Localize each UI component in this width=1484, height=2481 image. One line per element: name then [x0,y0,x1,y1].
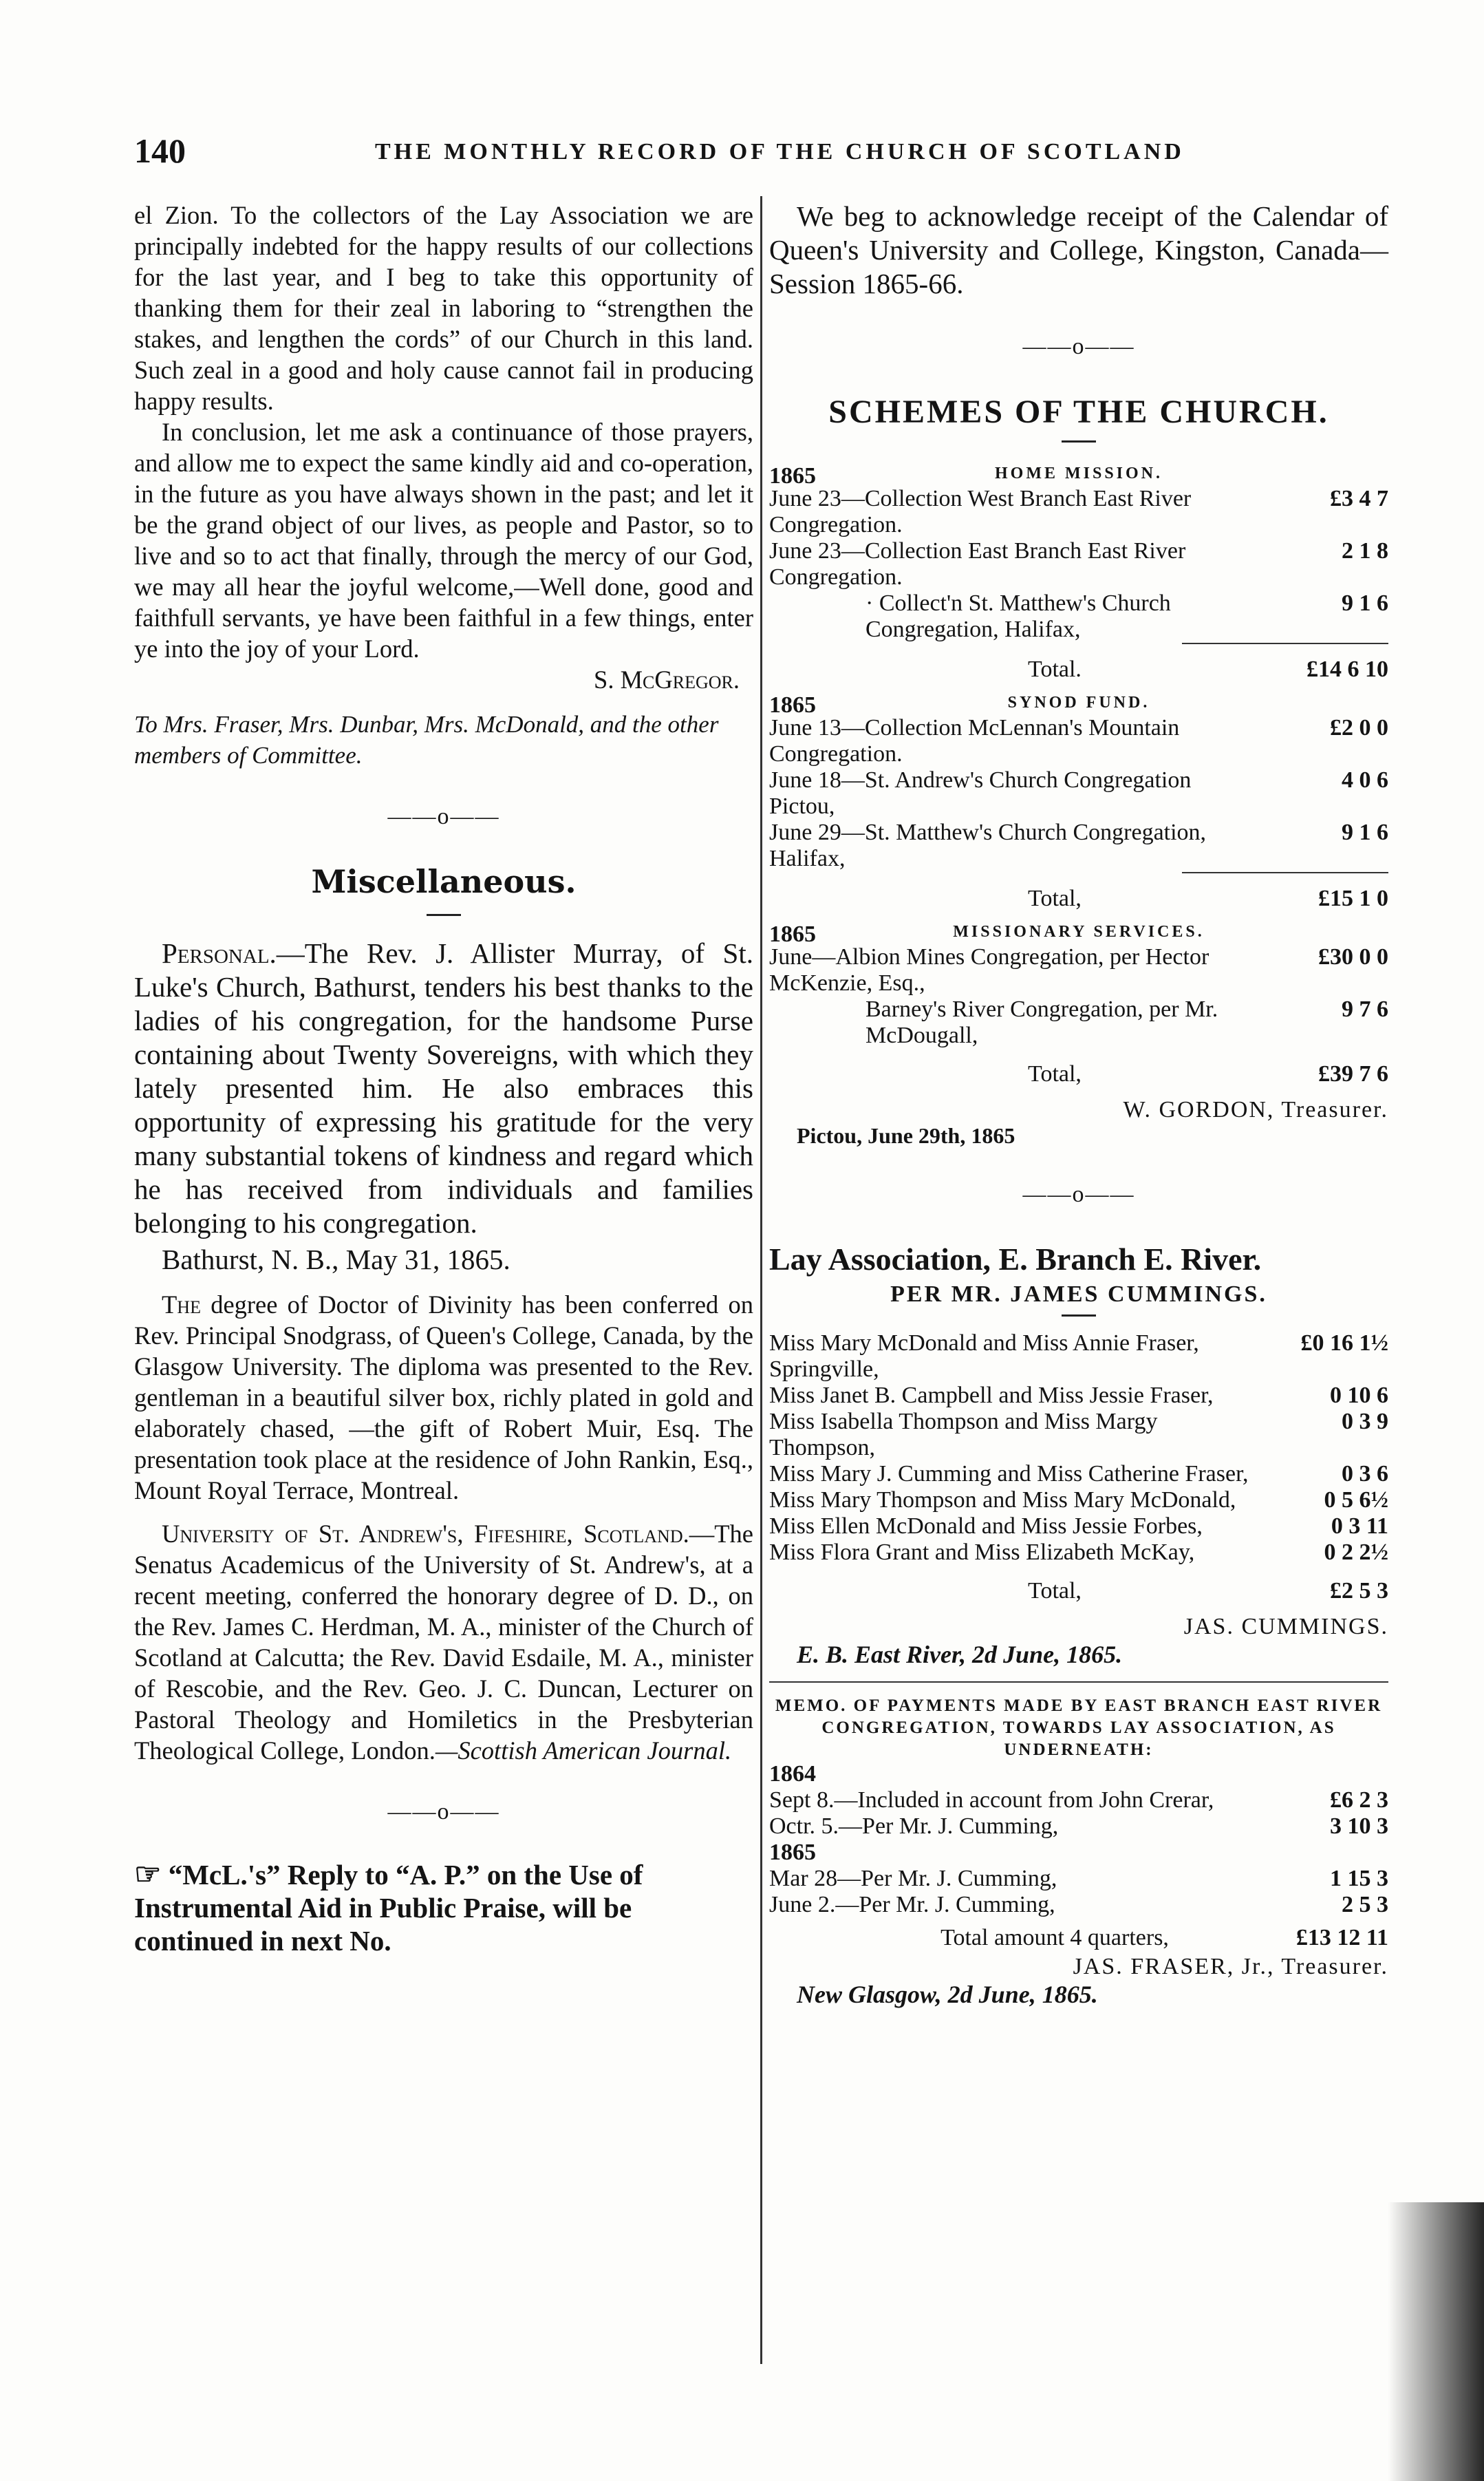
ledger-text: Miss Isabella Thompson and Miss Margy Thompson, [769,1409,1158,1460]
page-number: 140 [134,131,186,170]
total-label: Total. [1028,657,1082,682]
ledger-amount: 0 10 6 [1330,1383,1388,1408]
separator: ——o—— [387,804,500,829]
total-amount: £14 6 10 [1306,657,1388,682]
ledger-amount: 9 1 6 [1342,820,1388,845]
ledger-row [769,1409,1388,1461]
ledger-amount: 1 15 3 [1330,1866,1388,1891]
missionary-section [769,922,1388,1149]
notice-text: “McL.'s” Reply to “A. P.” on the Use of Instrumental Aid in Public Praise, will be continued in next No. [134,1859,643,1957]
ledger-amount: 4 0 6 [1342,767,1388,793]
ledger-row [769,538,1388,590]
ledger-text: Barney's River Congregation, per Mr. McDougall, [865,997,1218,1048]
ledger-row [769,1866,1388,1892]
opening-paragraph: el Zion. To the collectors of the Lay Association we are principally indebted for the happy results of our collections for the last year, and I beg to take this opportunity of thanking them for their zeal in laboring to “strengthen the stakes, and lengthen the cords” of our Church in this land. Such zeal in a good and holy cause cannot fail in producing happy results. [134,201,753,415]
total-amount: £39 7 6 [1318,1061,1388,1087]
ledger-text: Miss Mary McDonald and Miss Annie Fraser, Springville, [769,1330,1199,1382]
personal-body: —The Rev. J. Allister Murray, of St. Luke's Church, Bathurst, tenders his best thanks to the ladies of his congregation, for the handsome Purse containing about Twenty Sovereigns, with which they lately presented him. He also embraces this opportunity of expressing his gratitude for the very many substantial tokens of kindness and regard which he has received from individuals and families belonging to his congregation. [134,937,753,1239]
total-amount: £13 12 11 [1295,1925,1388,1950]
ledger-text: Miss Janet B. Campbell and Miss Jessie Fraser, [769,1383,1214,1408]
acknowledgement: We beg to acknowledge receipt of the Calendar of Queen's University and College, Kingston, Canada—Session 1865-66. [769,200,1388,299]
ledger-text: June 23—Collection West Branch East River Congregation. [769,486,1192,537]
spacer [769,1683,1388,1695]
total-row [769,657,1388,683]
memo-year: 1864 [769,1761,816,1787]
lay-association-heading: Lay Association, E. Branch E. River. [769,1242,1262,1277]
synod-fund-section [769,692,1388,912]
memo-heading: MEMO. OF PAYMENTS MADE BY EAST BRANCH EAST RIVER CONGREGATION, TOWARDS LAY ASSOCIATION, AS UNDERNEATH: [775,1696,1383,1759]
treasurer-signature: W. GORDON, Treasurer. [1123,1097,1388,1122]
lay-association-section [769,1241,1388,1669]
degree-body: degree of Doctor of Divinity has been conferred on Rev. Principal Snodgrass, of Queen's College, Canada, by the Glasgow University. The diploma was presented to the Rev. gentleman in a beautiful silver box, richly plated in gold and elaborately chased, —the gift of Robert Muir, Esq. The presentation took place at the residence of John Rankin, Esq., Mount Royal Terrace, Montreal. [134,1290,753,1504]
column-rule [760,196,762,2364]
personal-paragraph [134,937,753,1240]
ledger-row [769,1487,1388,1513]
ledger-amount: 2 5 3 [1342,1892,1388,1917]
ledger-text: June 2.—Per Mr. J. Cumming, [769,1892,1055,1917]
running-title: THE MONTHLY RECORD OF THE CHURCH OF SCOTLAND [375,139,1185,164]
total-rule [1182,643,1388,644]
treasurer-signature: JAS. FRASER, Jr., Treasurer. [1073,1954,1388,1979]
ledger-text: June 29—St. Matthew's Church Congregation, Halifax, [769,820,1207,871]
separator: ——o—— [1022,1182,1135,1207]
signature: S. McGregor. [594,665,740,694]
ledger-row [769,1461,1388,1487]
total-row [769,1061,1388,1087]
total-label: Total, [1028,1061,1082,1087]
dedication: To Mrs. Fraser, Mrs. Dunbar, Mrs. McDonald, and the other members of Committee. [134,711,719,769]
ledger-text: Mar 28—Per Mr. J. Cumming, [769,1866,1057,1891]
total-label: Total, [1028,886,1082,911]
total-rule [1182,872,1388,873]
ledger-text: June 13—Collection McLennan's Mountain Congregation. [769,715,1180,767]
total-amount: £2 5 3 [1330,1578,1388,1604]
ledger-row [769,1383,1388,1409]
total-row [769,1578,1388,1604]
ledger-text: Octr. 5.—Per Mr. J. Cumming, [769,1813,1059,1839]
dateline: New Glasgow, 2d June, 1865. [797,1981,1098,2008]
degree-lead: The [162,1290,201,1319]
ledger-amount: 0 2 2½ [1324,1540,1388,1565]
ledger-amount: 9 1 6 [1342,590,1388,616]
schemes-heading: SCHEMES OF THE CHURCH. [828,394,1329,430]
ledger-text: Miss Mary J. Cumming and Miss Catherine Fraser, [769,1461,1249,1487]
degree-paragraph [134,1289,753,1506]
university-source: —Scottish American Journal. [435,1736,732,1765]
miscellaneous-heading: Miscellaneous. [311,863,577,900]
ledger-text: June 18—St. Andrew's Church Congregation Pictou, [769,767,1192,819]
memo-section [769,1695,1388,2009]
section-year: 1865 [769,692,816,718]
ledger-row [769,1892,1388,1918]
ledger-row [769,820,1388,872]
ledger-text: Miss Mary Thompson and Miss Mary McDonald, [769,1487,1236,1513]
ledger-row [769,590,1388,643]
home-mission-section [769,463,1388,683]
heading-dash [1062,440,1096,443]
ledger-row [769,767,1388,820]
ledger-amount: 0 3 9 [1342,1409,1388,1434]
section-year: 1865 [769,922,816,947]
personal-lead: Personal. [162,937,277,969]
total-row [769,1925,1388,1951]
ledger-row [769,1330,1388,1383]
notice-paragraph [134,1858,753,1957]
left-column [134,200,753,1957]
ledger-amount: 2 1 8 [1342,538,1388,564]
scan-edge-shadow [1388,2202,1484,2481]
ledger-text: Miss Flora Grant and Miss Elizabeth McKay, [769,1540,1195,1565]
conclusion-paragraph: In conclusion, let me ask a continuance of those prayers, and allow me to expect the same kindly aid and co-operation, in the future as you have always shown in the past; and let it be the grand object of our lives, as people and Pastor, so to live and so to act that finally, through the mercy of our God, we may all hear the joyful welcome,—Well done, good and faithfull servants, ye have been faithful in a few things, enter ye into the joy of your Lord. [134,418,753,663]
separator: ——o—— [387,1799,500,1824]
page-header [134,131,1386,179]
ledger-row [769,997,1388,1049]
university-lead: University of St. Andrew's, Fifeshire, Scotland. [162,1520,689,1548]
lay-association-subheading: PER MR. JAMES CUMMINGS. [890,1281,1267,1307]
section-year: 1865 [769,463,816,489]
ledger-row [769,1513,1388,1540]
ledger-row [769,1813,1388,1840]
spacer [769,1669,1388,1681]
ledger-amount: £6 2 3 [1330,1787,1388,1813]
university-paragraph [134,1518,753,1766]
ledger-amount: £0 16 1½ [1300,1330,1388,1356]
total-row [769,886,1388,912]
dateline: E. B. East River, 2d June, 1865. [797,1641,1123,1668]
ledger-amount: 0 5 6½ [1324,1487,1388,1513]
ledger-text: June 23—Collection East Branch East River Congregation. [769,538,1186,590]
pointing-hand-icon: ☞ [134,1857,162,1891]
section-title: HOME MISSION. [994,465,1163,482]
ledger-amount: £2 0 0 [1330,715,1388,741]
collector-signature: JAS. CUMMINGS. [1183,1614,1388,1639]
ledger-amount: 9 7 6 [1342,997,1388,1022]
ledger-amount: £30 0 0 [1318,944,1388,970]
total-label: Total amount 4 quarters, [940,1925,1169,1950]
heading-dash [427,914,461,916]
right-column [769,200,1388,2009]
ledger-row [769,486,1388,538]
ledger-amount: £3 4 7 [1330,486,1388,511]
ledger-text: June—Albion Mines Congregation, per Hector McKenzie, Esq., [769,944,1209,996]
heading-dash [1062,1314,1096,1317]
total-label: Total, [1028,1578,1082,1604]
ledger-row [769,715,1388,767]
section-title: SYNOD FUND. [1007,694,1150,712]
ledger-text: Sept 8.—Included in account from John Crerar, [769,1787,1214,1813]
separator: ——o—— [1022,334,1135,359]
ledger-row [769,1787,1388,1813]
ledger-row [769,1540,1388,1566]
ledger-text: · Collect'n St. Matthew's Church Congregation, Halifax, [865,590,1171,642]
ledger-amount: 0 3 11 [1331,1513,1388,1539]
dateline: Pictou, June 29th, 1865 [797,1123,1015,1148]
memo-year: 1865 [769,1840,816,1865]
ledger-text: Miss Ellen McDonald and Miss Jessie Forbes, [769,1513,1203,1539]
total-amount: £15 1 0 [1318,886,1388,911]
ledger-amount: 0 3 6 [1342,1461,1388,1487]
ledger-row [769,944,1388,997]
university-body: —The Senatus Academicus of the University of St. Andrew's, at a recent meeting, conferred the honorary degree of D. D., on the Rev. James C. Herdman, M. A., minister of the Church of Scotland at Calcutta; the Rev. David Esdaile, M. A., minister of Rescobie, and the Rev. Geo. J. C. Duncan, Lecturer on Pastoral Theology and Homiletics in the Presbyterian Theological College, London. [134,1520,753,1765]
section-title: MISSIONARY SERVICES. [953,923,1205,941]
ledger-amount: 3 10 3 [1330,1813,1388,1839]
personal-date: Bathurst, N. B., May 31, 1865. [162,1244,510,1275]
